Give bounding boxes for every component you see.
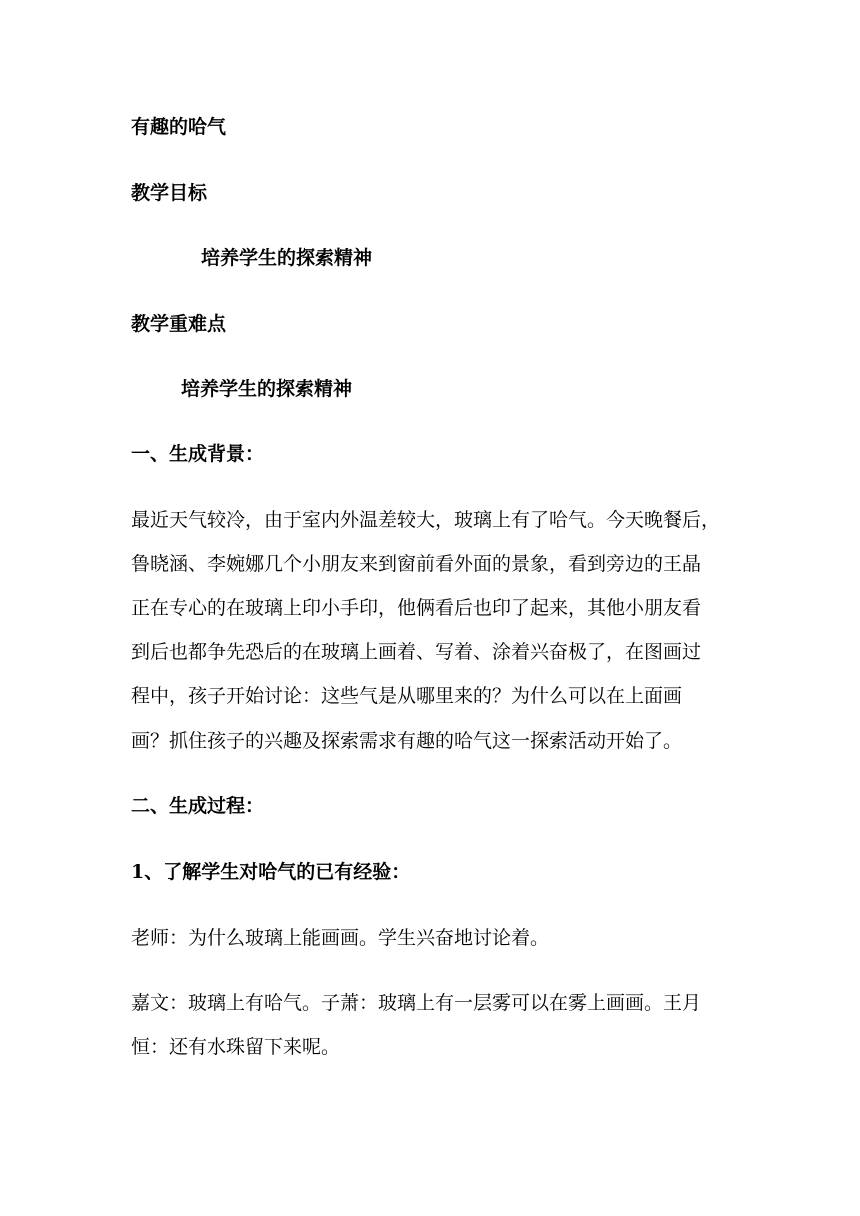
keypoints-heading: 教学重难点 xyxy=(131,313,227,335)
document-title: 有趣的哈气 xyxy=(131,116,227,138)
paragraph-line: 正在专心的在玻璃上印小手印，他俩看后也印了起来，其他小朋友看 xyxy=(131,597,702,619)
paragraph-line: 到后也都争先恐后的在玻璃上画着、写着、涂着兴奋极了，在图画过 xyxy=(131,641,702,663)
keypoints-text: 培养学生的探索精神 xyxy=(181,378,353,400)
section2-heading: 二、生成过程： xyxy=(131,795,265,817)
section1-heading: 一、生成背景： xyxy=(131,443,265,465)
paragraph-line: 最近天气较冷，由于室内外温差较大，玻璃上有了哈气。今天晚餐后， xyxy=(131,509,721,531)
objectives-heading: 教学目标 xyxy=(131,182,208,204)
subsection1-heading: 1、了解学生对哈气的已有经验： xyxy=(131,861,411,883)
paragraph-line: 程中，孩子开始讨论：这些气是从哪里来的？为什么可以在上面画 xyxy=(131,685,683,707)
paragraph-line: 鲁晓涵、李婉娜几个小朋友来到窗前看外面的景象，看到旁边的王晶 xyxy=(131,553,702,575)
paragraph-line: 画？抓住孩子的兴趣及探索需求有趣的哈气这一探索活动开始了。 xyxy=(131,730,683,752)
student-line: 恒：还有水珠留下来呢。 xyxy=(131,1036,341,1058)
objectives-text: 培养学生的探索精神 xyxy=(201,247,373,269)
teacher-line: 老师：为什么玻璃上能画画。学生兴奋地讨论着。 xyxy=(131,927,550,949)
student-line: 嘉文：玻璃上有哈气。子萧：玻璃上有一层雾可以在雾上画画。王月 xyxy=(131,992,702,1014)
